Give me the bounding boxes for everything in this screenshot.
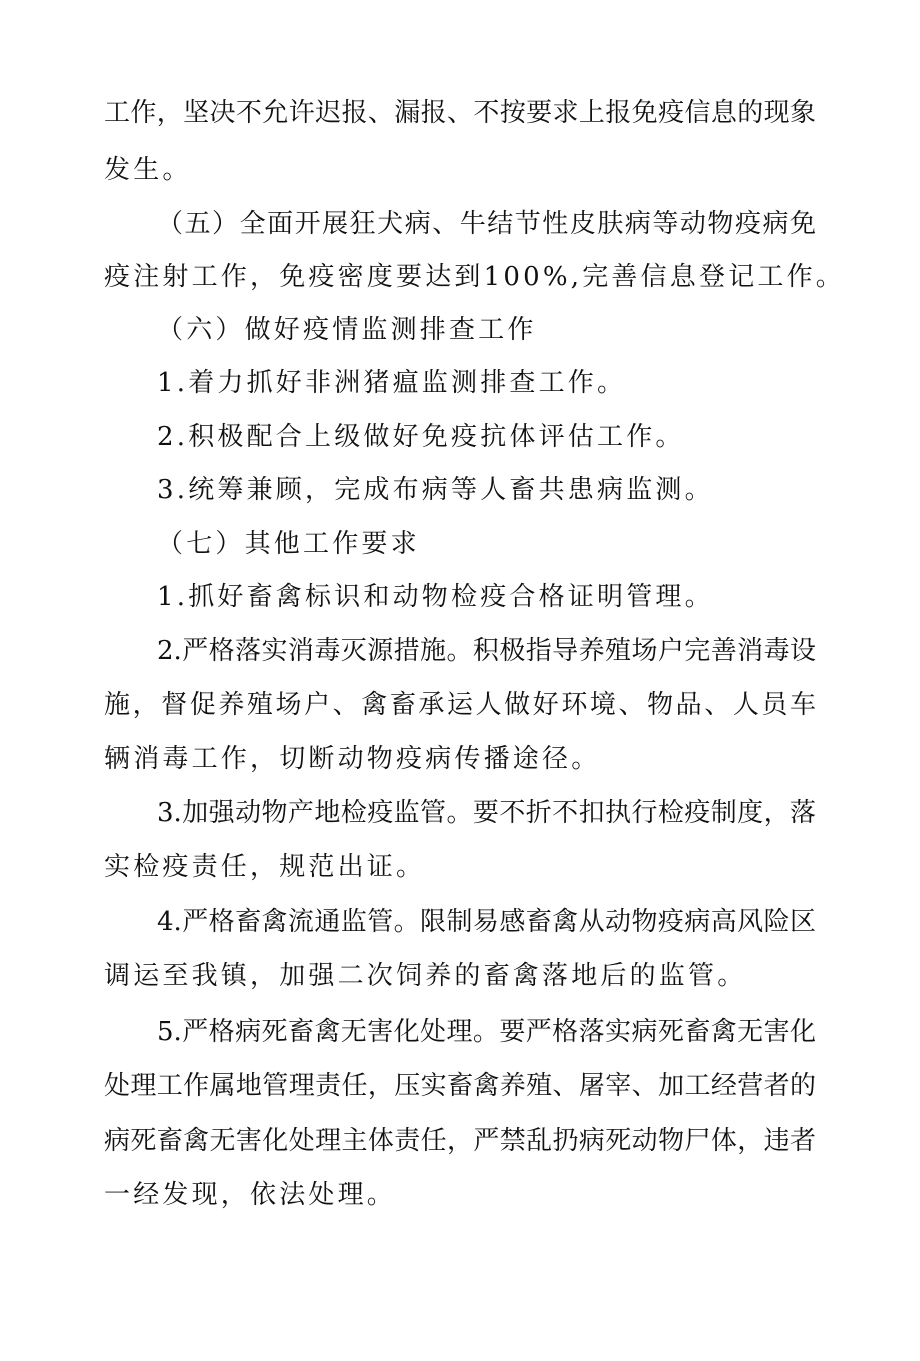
text-line: 实检疫责任，规范出证。: [104, 852, 426, 882]
list-item: 1.着力抓好非洲猪瘟监测排查工作。: [157, 368, 627, 398]
list-item: 5.严格病死畜禽无害化处理。要严格落实病死畜禽无害化: [157, 1017, 816, 1047]
text-line: 疫注射工作，免疫密度要达到100%,完善信息登记工作。: [104, 262, 845, 292]
text-line: 一经发现，依法处理。: [104, 1180, 397, 1210]
text-line: 发生。: [104, 155, 192, 185]
text-line: 工作，坚决不允许迟报、漏报、不按要求上报免疫信息的现象: [104, 98, 816, 128]
text-line: 处理工作属地管理责任，压实畜禽养殖、屠宰、加工经营者的: [104, 1071, 816, 1101]
list-item: 1.抓好畜禽标识和动物检疫合格证明管理。: [157, 582, 714, 612]
section-heading: （七）其他工作要求: [157, 529, 420, 559]
text-line: 施，督促养殖场户、禽畜承运人做好环境、物品、人员车: [104, 690, 816, 720]
text-line: 辆消毒工作，切断动物疫病传播途径。: [104, 744, 601, 774]
list-item: 3.加强动物产地检疫监管。要不折不扣执行检疫制度，落: [157, 798, 816, 828]
list-item: 2.积极配合上级做好免疫抗体评估工作。: [157, 422, 685, 452]
text-line: 调运至我镇，加强二次饲养的畜禽落地后的监管。: [104, 961, 747, 991]
text-line: （五）全面开展狂犬病、牛结节性皮肤病等动物疫病免: [157, 209, 816, 239]
section-heading: （六）做好疫情监测排查工作: [157, 315, 537, 345]
list-item: 4.严格畜禽流通监管。限制易感畜禽从动物疫病高风险区: [157, 907, 816, 937]
list-item: 3.统筹兼顾，完成布病等人畜共患病监测。: [157, 475, 714, 505]
list-item: 2.严格落实消毒灭源措施。积极指导养殖场户完善消毒设: [157, 636, 816, 666]
text-line: 病死畜禽无害化处理主体责任，严禁乱扔病死动物尸体，违者: [104, 1126, 816, 1156]
